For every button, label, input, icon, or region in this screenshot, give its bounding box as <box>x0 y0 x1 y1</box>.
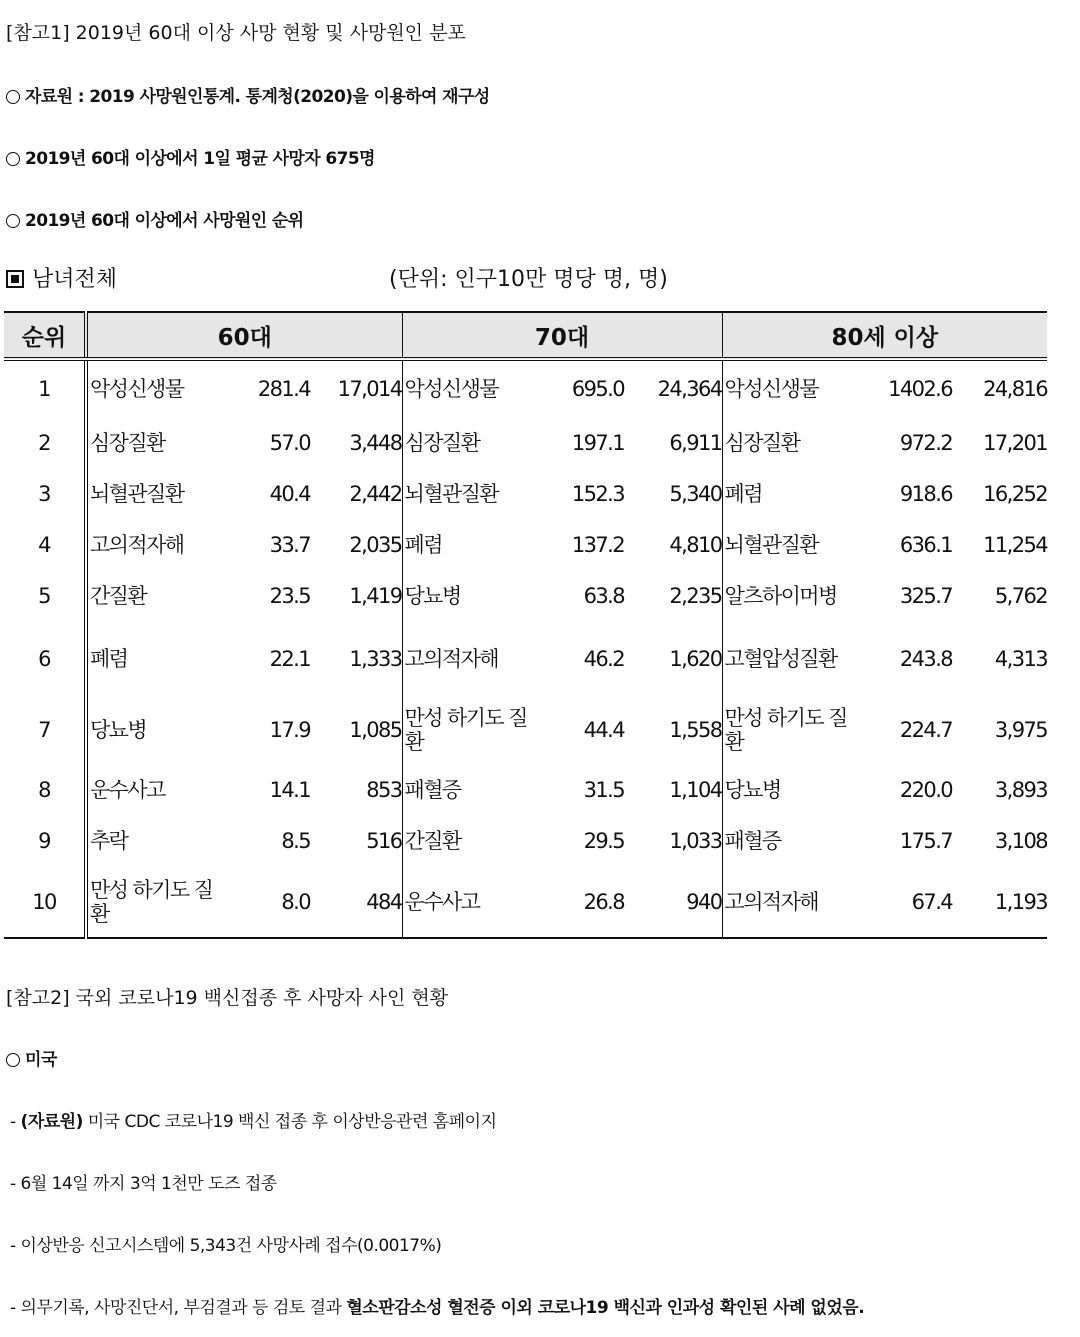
table-row <box>4 815 1047 866</box>
death-cause-table <box>4 311 1047 939</box>
rate-cell-80plus: 67.4 <box>864 866 956 938</box>
count-cell-70s: 24,364 <box>657 377 722 401</box>
usa-source-line: - (자료원) 미국 CDC 코로나19 백신 접종 후 이상반응관련 홈페이지 <box>10 1112 497 1132</box>
cause-cell-80plus: 알츠하이머병 <box>722 570 864 621</box>
cause-cell-60s: 폐렴 <box>86 621 228 696</box>
table-row <box>4 764 1047 815</box>
rank-cell: 8 <box>38 777 50 802</box>
count-cell-80plus: 11,254 <box>983 532 1048 557</box>
cause-cell-60s: 만성 하기도 질환 <box>86 866 228 938</box>
count-cell-70s: 2,235 <box>669 583 722 608</box>
rate-cell-80plus: 220.0 <box>899 777 953 802</box>
table-row <box>4 417 1047 468</box>
circle-bullet-icon <box>6 1053 20 1067</box>
cause-cell-60s: 심장질환 <box>86 417 228 468</box>
rate-cell-60s: 281.4 <box>257 377 310 401</box>
ref2-title: [참고2] 국외 코로나19 백신접종 후 사망자 사인 현황 <box>6 987 449 1009</box>
table-label: 남녀전체 <box>32 267 118 292</box>
ref1-title: [참고1] 2019년 60대 이상 사망 현황 및 사망원인 분포 <box>6 22 466 44</box>
cause-cell-80plus: 심장질환 <box>722 417 864 468</box>
rate-cell-60s: 23.5 <box>269 583 310 608</box>
rate-cell-80plus: 972.2 <box>899 430 953 455</box>
count-cell-70s: 5,340 <box>669 481 722 506</box>
count-cell-80plus: 3,893 <box>994 777 1048 802</box>
rank-cell: 6 <box>38 646 50 671</box>
rank-cell: 4 <box>38 532 50 557</box>
daily-deaths-bullet: 2019년 60대 이상에서 1일 평균 사망자 675명 <box>6 144 375 169</box>
count-cell-60s: 2,035 <box>349 532 402 557</box>
usa-reports-line: - 이상반응 신고시스템에 5,343건 사망사례 접수(0.0017%) <box>10 1236 442 1256</box>
rank-cell: 10 <box>4 866 86 938</box>
count-cell-70s: 1,558 <box>669 718 722 742</box>
cause-cell-80plus: 악성신생물 <box>722 359 864 417</box>
count-cell-80plus: 3,108 <box>994 828 1048 853</box>
table-header-row <box>4 312 1047 359</box>
cause-cell-70s: 고의적자해 <box>402 621 544 696</box>
table-row <box>4 866 1047 938</box>
cause-cell-80plus: 뇌혈관질환 <box>722 519 864 570</box>
count-cell-60s: 1,419 <box>349 583 402 608</box>
source-bullet: 자료원 : 2019 사망원인통계. 통계청(2020)을 이용하여 재구성 <box>6 82 490 107</box>
header-60s: 60대 <box>86 312 402 359</box>
cause-cell-70s: 당뇨병 <box>402 570 544 621</box>
cause-cell-60s: 간질환 <box>86 570 228 621</box>
rank-cell: 5 <box>38 583 50 608</box>
rate-cell-60s: 57.0 <box>269 430 310 455</box>
count-cell-70s: 1,033 <box>669 828 722 853</box>
cause-cell-70s: 악성신생물 <box>402 359 544 417</box>
cause-rank-bullet: 2019년 60대 이상에서 사망원인 순위 <box>6 206 304 231</box>
cause-cell-60s: 운수사고 <box>86 764 228 815</box>
count-cell-60s: 1,333 <box>349 646 402 671</box>
table-row <box>4 359 1047 417</box>
count-cell-70s: 1,620 <box>669 646 722 671</box>
rank-cell: 3 <box>38 481 50 506</box>
count-cell-60s: 516 <box>366 828 402 853</box>
count-cell-80plus: 4,313 <box>994 646 1048 671</box>
count-cell-60s: 853 <box>366 777 402 802</box>
rate-cell-70s: 29.5 <box>583 828 625 853</box>
rate-cell-80plus: 636.1 <box>899 532 953 557</box>
rate-cell-80plus: 1402.6 <box>888 377 953 401</box>
count-cell-60s: 17,014 <box>337 377 402 401</box>
rate-cell-60s: 8.5 <box>281 828 310 853</box>
usa-doses-line: - 6월 14일 까지 3억 1천만 도즈 접종 <box>10 1174 277 1194</box>
cause-cell-70s: 심장질환 <box>402 417 544 468</box>
rank-cell: 1 <box>38 377 50 401</box>
count-cell-80plus: 1,193 <box>956 866 1047 938</box>
rate-cell-80plus: 243.8 <box>899 646 953 671</box>
cause-cell-60s: 추락 <box>86 815 228 866</box>
table-row <box>4 570 1047 621</box>
rate-cell-70s: 26.8 <box>544 866 628 938</box>
count-cell-60s: 3,448 <box>349 430 402 455</box>
table-row <box>4 468 1047 519</box>
rate-cell-80plus: 224.7 <box>899 718 953 742</box>
count-cell-60s: 484 <box>314 866 402 938</box>
square-bullet-icon <box>6 270 24 288</box>
cause-cell-70s: 뇌혈관질환 <box>402 468 544 519</box>
rate-cell-70s: 152.3 <box>571 481 625 506</box>
count-cell-80plus: 3,975 <box>994 718 1048 742</box>
cause-cell-60s: 악성신생물 <box>86 359 228 417</box>
rate-cell-60s: 8.0 <box>228 866 314 938</box>
table-row <box>4 696 1047 764</box>
count-cell-70s: 6,911 <box>669 430 722 455</box>
rate-cell-70s: 63.8 <box>583 583 625 608</box>
rate-cell-70s: 46.2 <box>583 646 625 671</box>
circle-bullet-icon <box>6 152 20 166</box>
usa-conclusion-line: - 의무기록, 사망진단서, 부검결과 등 검토 결과 혈소판감소성 혈전증 이외 코로나19 백신과 인과성 확인된 사례 없었음. <box>10 1298 865 1318</box>
count-cell-80plus: 24,816 <box>983 377 1048 401</box>
rate-cell-60s: 33.7 <box>269 532 310 557</box>
rate-cell-60s: 14.1 <box>269 777 310 802</box>
count-cell-70s: 1,104 <box>669 777 722 802</box>
count-cell-60s: 2,442 <box>349 481 402 506</box>
rate-cell-60s: 17.9 <box>269 718 310 742</box>
usa-bullet: 미국 <box>6 1045 57 1070</box>
circle-bullet-icon <box>6 214 20 228</box>
table-unit: (단위: 인구10만 명당 명, 명) <box>389 267 668 292</box>
cause-cell-80plus: 고의적자해 <box>722 866 864 938</box>
count-cell-70s: 4,810 <box>669 532 722 557</box>
count-cell-70s: 940 <box>628 866 722 938</box>
cause-cell-80plus: 폐렴 <box>722 468 864 519</box>
rank-cell: 9 <box>38 828 50 853</box>
rate-cell-60s: 40.4 <box>269 481 310 506</box>
cause-cell-70s: 간질환 <box>402 815 544 866</box>
cause-cell-70s: 만성 하기도 질환 <box>402 696 544 764</box>
rate-cell-70s: 31.5 <box>583 777 625 802</box>
cause-cell-70s: 폐렴 <box>402 519 544 570</box>
rank-cell: 2 <box>38 430 50 455</box>
cause-cell-80plus: 패혈증 <box>722 815 864 866</box>
rate-cell-70s: 44.4 <box>583 718 625 742</box>
rank-cell: 7 <box>38 718 50 742</box>
rate-cell-60s: 22.1 <box>269 646 310 671</box>
rate-cell-80plus: 918.6 <box>899 481 953 506</box>
rate-cell-80plus: 325.7 <box>899 583 953 608</box>
cause-cell-80plus: 만성 하기도 질환 <box>722 696 864 764</box>
header-70s: 70대 <box>402 312 722 359</box>
count-cell-60s: 1,085 <box>349 718 402 742</box>
cause-cell-80plus: 고혈압성질환 <box>722 621 864 696</box>
header-80plus: 80세 이상 <box>722 312 1047 359</box>
header-rank: 순위 <box>4 312 86 359</box>
rate-cell-70s: 137.2 <box>571 532 625 557</box>
rate-cell-80plus: 175.7 <box>899 828 953 853</box>
cause-cell-60s: 뇌혈관질환 <box>86 468 228 519</box>
count-cell-80plus: 5,762 <box>994 583 1048 608</box>
table-row <box>4 621 1047 696</box>
cause-cell-60s: 당뇨병 <box>86 696 228 764</box>
count-cell-80plus: 16,252 <box>983 481 1048 506</box>
rate-cell-70s: 695.0 <box>571 377 625 401</box>
cause-cell-60s: 고의적자해 <box>86 519 228 570</box>
cause-cell-80plus: 당뇨병 <box>722 764 864 815</box>
table-row <box>4 519 1047 570</box>
table-caption <box>6 262 1046 294</box>
circle-bullet-icon <box>6 90 20 104</box>
count-cell-80plus: 17,201 <box>983 430 1048 455</box>
cause-cell-70s: 패혈증 <box>402 764 544 815</box>
rate-cell-70s: 197.1 <box>571 430 625 455</box>
cause-cell-70s: 운수사고 <box>402 866 544 938</box>
